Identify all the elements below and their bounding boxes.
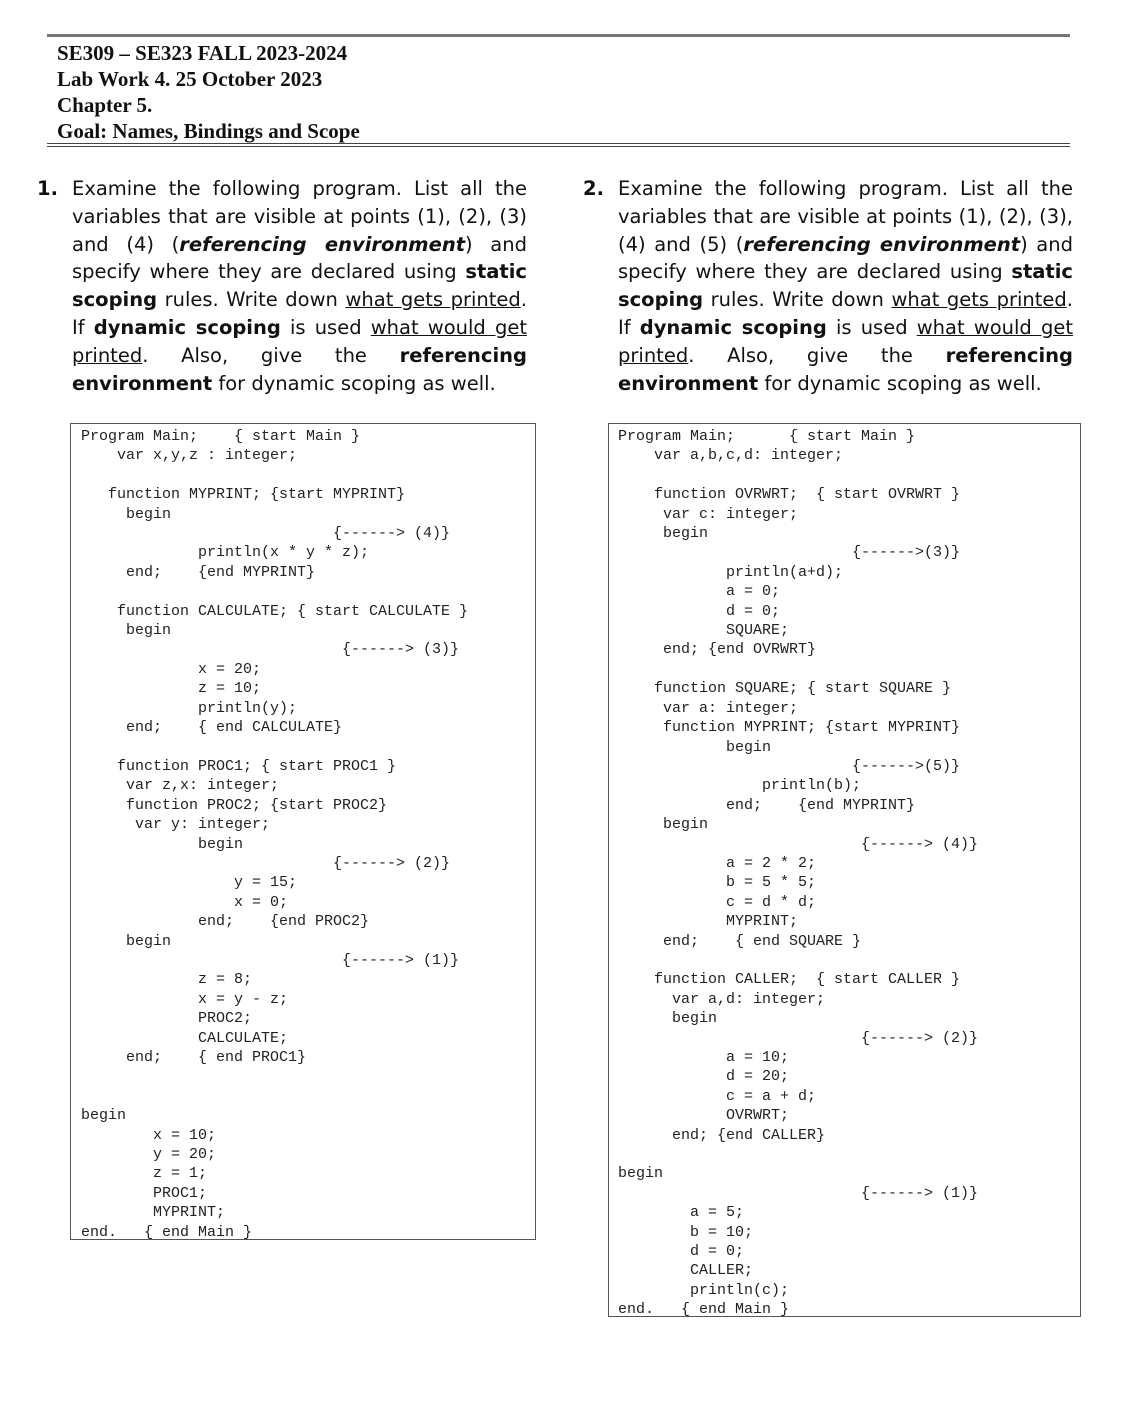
code-line: x = 10; (81, 1126, 217, 1144)
code-line: {------> (4)} (618, 835, 979, 853)
code-line (81, 738, 468, 757)
header-bottom-rule (47, 143, 1070, 144)
code-line: b = 5 * 5; (618, 874, 817, 892)
code-line: PROC1; (81, 1184, 208, 1202)
code-line: z = 8; (81, 971, 253, 989)
code-line: x = y - z; (81, 990, 289, 1008)
code-line: begin (81, 1107, 127, 1125)
code-line: end; { end CALCULATE} (81, 719, 343, 737)
code-line: var c: integer; (618, 505, 799, 523)
code-line: CALLER; (618, 1262, 754, 1280)
code-line: a = 10; (618, 1049, 790, 1066)
code-line: {------>(5)} (618, 757, 961, 775)
code-line: function CALLER; { start CALLER } (618, 971, 961, 989)
code-line: PROC2; (81, 1010, 253, 1028)
code-line: b = 10; (618, 1223, 754, 1241)
code-line (81, 466, 468, 485)
code-line: function PROC1; { start PROC1 } (81, 757, 397, 775)
code-line: z = 10; (81, 680, 262, 698)
code-line: println(x * y * z); (81, 544, 370, 562)
code-line: var z,x: integer; (81, 777, 280, 795)
code-line: println(y); (81, 699, 298, 717)
code-line: OVRWRT; (618, 1107, 790, 1125)
code-line: function PROC2; {start PROC2} (81, 796, 388, 814)
code-line: end; {end MYPRINT} (618, 796, 916, 814)
code-line: MYPRINT; (618, 913, 799, 931)
code-line: var a: integer; (618, 699, 799, 717)
code-line: d = 0; (618, 602, 781, 620)
code-line: function OVRWRT; { start OVRWRT } (618, 486, 961, 504)
code-line: x = 20; (81, 660, 262, 678)
code-line: end; {end CALLER} (618, 1126, 826, 1144)
code-line: function MYPRINT; {start MYPRINT} (618, 719, 961, 737)
code-line: begin (81, 622, 172, 640)
chapter-title: Chapter 5. (57, 93, 153, 117)
code-line: Program Main; { start Main } (81, 428, 361, 445)
question-2-number: 2. (583, 177, 604, 200)
header-top-rule (47, 34, 1070, 37)
course-title: SE309 – SE323 FALL 2023-2024 (57, 41, 348, 65)
code-line (618, 466, 978, 485)
goal-title: Goal: Names, Bindings and Scope (57, 119, 360, 143)
lab-title: Lab Work 4. 25 October 2023 (57, 67, 323, 91)
code-line: function CALCULATE; { start CALCULATE } (81, 602, 469, 620)
code-listing-2 (618, 427, 978, 1320)
code-line: a = 5; (618, 1204, 745, 1222)
header-bottom-rule-2 (47, 146, 1070, 147)
code-line: println(a+d); (618, 563, 844, 581)
code-line (81, 1087, 468, 1106)
code-line: end. { end Main } (618, 1301, 790, 1319)
code-line: end; { end PROC1} (81, 1049, 307, 1066)
code-line: begin (618, 525, 709, 543)
code-line: c = d * d; (618, 893, 817, 911)
code-line: var a,b,c,d: integer; (618, 447, 844, 465)
code-line: Program Main; { start Main } (618, 428, 916, 445)
code-line: SQUARE; (618, 622, 790, 640)
question-2-text: Examine the following program. List all the variables that are visible at points (1), (2), (3),(4) and (5) (referencing environment) and specify where they are declared using static scoping rules. Write down what gets printed. If dynamic scoping is used what would get printed. Also, give the referencing environment for dynamic scoping as well. (618, 177, 1073, 395)
code-line: var a,d: integer; (618, 990, 826, 1008)
code-listing-1 (81, 427, 468, 1242)
code-line: begin (81, 835, 244, 853)
code-line (618, 951, 978, 970)
code-line: begin (618, 1010, 718, 1028)
code-line: begin (618, 738, 772, 756)
code-line: begin (81, 932, 172, 950)
code-line: begin (618, 1165, 664, 1183)
question-2 (583, 175, 1073, 397)
code-line: var y: integer; (81, 816, 271, 834)
code-line: function SQUARE; { start SQUARE } (618, 680, 952, 698)
question-1-number: 1. (37, 177, 58, 200)
code-line: end; {end MYPRINT} (81, 563, 316, 581)
document-header (57, 40, 360, 144)
code-line: CALCULATE; (81, 1029, 289, 1047)
code-line (618, 1145, 978, 1164)
code-line: var x,y,z : integer; (81, 447, 298, 465)
code-line: end. { end Main } (81, 1223, 253, 1241)
code-line: begin (81, 505, 172, 523)
code-line: println(c); (618, 1281, 790, 1299)
code-line: {------> (1)} (618, 1184, 979, 1202)
code-line: c = a + d; (618, 1087, 817, 1105)
question-1 (37, 175, 527, 397)
code-line: a = 0; (618, 583, 781, 601)
code-line: {------> (3)} (81, 641, 460, 659)
code-line: y = 15; (81, 874, 298, 892)
code-line: y = 20; (81, 1146, 217, 1164)
code-line (618, 660, 978, 679)
code-line: end; {end PROC2} (81, 913, 370, 931)
code-line (81, 582, 468, 601)
question-1-text: Examine the following program. List all the variables that are visible at points (1), (2), (3) and (4) (referencing environment) and specify where they are declared using static scoping rules. Write down what gets printed. If dynamic scoping is used what would get printed. Also, give the referencing environment for dynamic scoping as well. (72, 177, 527, 395)
code-line: z = 1; (81, 1165, 208, 1183)
code-line: end; { end SQUARE } (618, 932, 862, 950)
code-line: {------>(3)} (618, 544, 961, 562)
code-line: end; {end OVRWRT} (618, 641, 817, 659)
code-line: begin (618, 816, 709, 834)
code-line (81, 1067, 468, 1086)
code-line: {------> (2)} (618, 1029, 979, 1047)
code-line: function MYPRINT; {start MYPRINT} (81, 486, 406, 504)
code-line: {------> (2)} (81, 854, 451, 872)
code-line: MYPRINT; (81, 1204, 226, 1222)
code-line: a = 2 * 2; (618, 854, 817, 872)
code-line: {------> (4)} (81, 525, 451, 543)
code-line: x = 0; (81, 893, 289, 911)
code-line: d = 0; (618, 1243, 745, 1261)
code-line: d = 20; (618, 1068, 790, 1086)
code-line: println(b); (618, 777, 862, 795)
code-line: {------> (1)} (81, 951, 460, 969)
